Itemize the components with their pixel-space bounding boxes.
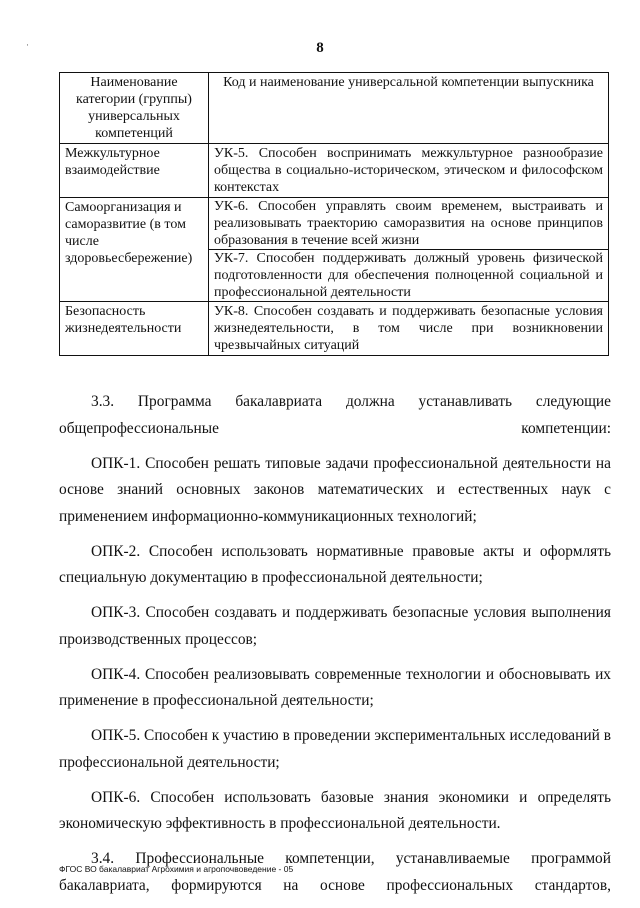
competency-cell-group bbox=[209, 198, 609, 302]
paragraph: ОПК-2. Способен использовать нормативные правовые акты и оформлять специальную документацию в профессиональной деятельности; bbox=[59, 542, 611, 586]
category-cell: Безопасность жизнедеятельности bbox=[60, 302, 209, 356]
table-row bbox=[60, 302, 609, 356]
table-row bbox=[60, 198, 609, 302]
paragraph: 3.3. Программа бакалавриата должна устанавливать следующие общепрофессиональные компетенции: bbox=[59, 393, 611, 437]
scan-mark: · bbox=[26, 40, 29, 50]
paragraph: ОПК-4. Способен реализовывать современные технологии и обосновывать их применение в профессиональной деятельности; bbox=[59, 665, 611, 709]
competency-cell: УК-5. Способен воспринимать межкультурное разнообразие общества в социально-историческом, этическом и философском контекстах bbox=[209, 144, 609, 198]
category-cell: Межкультурное взаимодействие bbox=[60, 144, 209, 198]
paragraph: ОПК-1. Способен решать типовые задачи профессиональной деятельности на основе знаний основных законов математических и естественных наук с применением информационно-коммуникационных технологий; bbox=[59, 454, 611, 525]
footer: ФГОС ВО бакалавриат Агрохимия и агропочвоведение - 05 bbox=[59, 864, 294, 874]
paragraph: ОПК-3. Способен создавать и поддерживать безопасные условия выполнения производственных процессов; bbox=[59, 604, 611, 648]
paragraph: 3.4. Профессиональные компетенции, устанавливаемые программой бакалавриата, формируются на основе профессиональных стандартов, bbox=[59, 850, 611, 894]
paragraph: ОПК-6. Способен использовать базовые знания экономики и определять экономическую эффективность в профессиональной деятельности. bbox=[59, 788, 611, 832]
category-cell: Самоорганизация и саморазвитие (в том числе здоровьесбережение) bbox=[60, 198, 209, 302]
competencies-table bbox=[59, 72, 609, 356]
paragraph: ОПК-5. Способен к участию в проведении экспериментальных исследований в профессиональной деятельности; bbox=[59, 727, 611, 771]
table-header-row bbox=[60, 73, 609, 144]
competency-cell: УК-8. Способен создавать и поддерживать безопасные условия жизнедеятельности, в том числе при возникновении чрезвычайных ситуаций bbox=[209, 302, 609, 356]
competency-cell: УК-7. Способен поддерживать должный уровень физической подготовленности для обеспечения полноценной социальной и профессиональной деятельности bbox=[209, 249, 608, 301]
header-category: Наименование категории (группы) универсальных компетенций bbox=[60, 73, 209, 144]
page-number: 8 bbox=[316, 40, 324, 56]
competency-cell: УК-6. Способен управлять своим временем, выстраивать и реализовывать траекторию саморазвития на основе принципов образования в течение всей жизни bbox=[214, 199, 603, 248]
header-code: Код и наименование универсальной компетенции выпускника bbox=[209, 73, 609, 144]
body-text bbox=[59, 389, 611, 908]
table-row bbox=[60, 144, 609, 198]
